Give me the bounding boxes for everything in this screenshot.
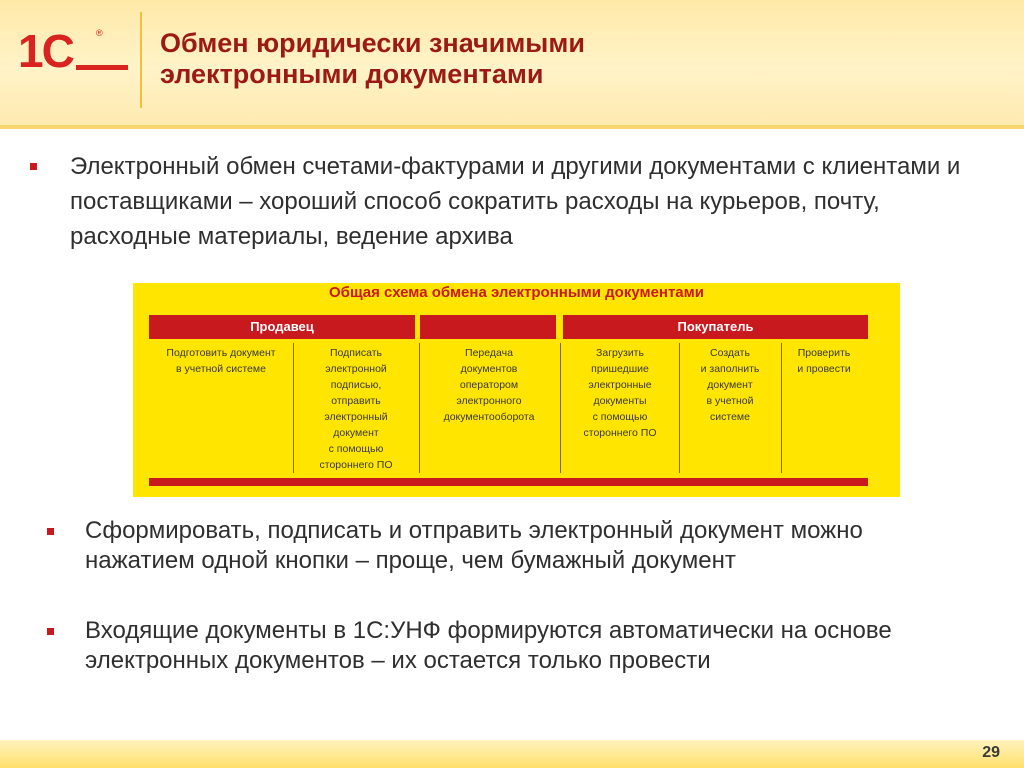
scheme-bottom-bar <box>149 478 868 486</box>
bullet-2 <box>85 516 965 576</box>
slide-title <box>160 28 940 90</box>
bullet-square-icon <box>47 628 54 635</box>
step-divider <box>781 343 782 473</box>
step-operator-transfer: Передача документов оператором электронного документооборота <box>443 347 535 423</box>
logo-underline <box>76 65 128 70</box>
step-divider <box>419 343 420 473</box>
bullet-square-icon <box>30 163 37 170</box>
logo-text: 1С <box>18 25 73 77</box>
bullet-3 <box>85 616 965 676</box>
page-number: 29 <box>982 744 1000 761</box>
seller-bar: Продавец <box>149 315 415 339</box>
slide-footer <box>0 740 1024 768</box>
bullet-1-text: Электронный обмен счетами-фактурами и другими документами с клиентами и поставщиками – хороший способ сократить расходы на курьеров, почту, расходные материалы, ведение архива <box>70 153 961 250</box>
slide-header <box>0 0 1024 129</box>
step-sign-send: Подписать электронной подписью, отправить электронный документ с помощью стороннего ПО <box>319 347 393 471</box>
bullet-1 <box>70 149 1000 254</box>
bullet-square-icon <box>47 528 54 535</box>
bullet-2-text: Сформировать, подписать и отправить электронный документ можно нажатием одной кнопки – проще, чем бумажный документ <box>85 517 863 574</box>
title-line-1: Обмен юридически значимыми <box>160 28 585 58</box>
step-load-documents: Загрузить пришедшие электронные документы с помощью стороннего ПО <box>583 347 657 439</box>
header-divider <box>140 12 142 108</box>
step-divider <box>679 343 680 473</box>
step-prepare-document: Подготовить документ в учетной системе <box>166 347 276 375</box>
step-check-post: Проверить и провести <box>797 347 851 375</box>
buyer-bar: Покупатель <box>563 315 868 339</box>
scheme-title: Общая схема обмена электронными документами <box>329 284 704 301</box>
bullet-3-text: Входящие документы в 1С:УНФ формируются автоматически на основе электронных документов – их остается только провести <box>85 617 892 674</box>
step-divider <box>293 343 294 473</box>
1c-logo <box>18 26 118 76</box>
title-line-2: электронными документами <box>160 59 544 89</box>
step-create-document: Создать и заполнить документ в учетной системе <box>700 347 760 423</box>
exchange-scheme-diagram <box>133 283 900 497</box>
step-divider <box>560 343 561 473</box>
registered-mark: ® <box>96 28 103 38</box>
operator-bar <box>420 315 556 339</box>
